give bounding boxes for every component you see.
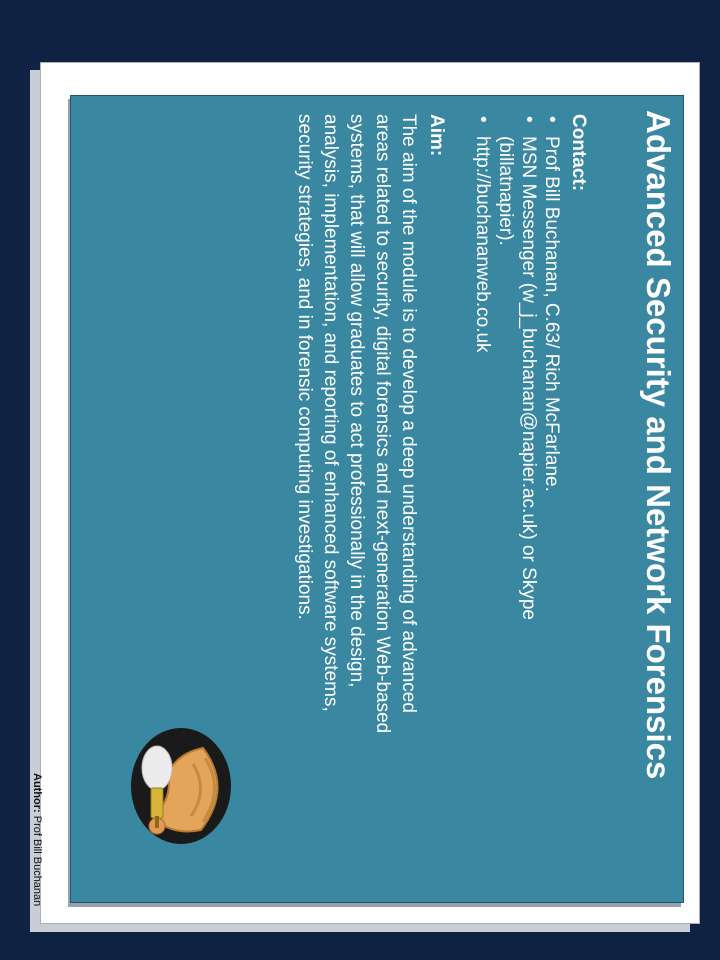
contact-item-name: • Prof Bill Buchanan, C.63/ Rich McFarlane. <box>540 114 563 684</box>
aim-heading: Aim: <box>426 114 447 157</box>
content-panel <box>70 95 684 903</box>
contact-list <box>471 114 563 684</box>
aim-text: The aim of the module is to develop a deep understanding of advanced areas related to security, digital forensics and next-generation Web-based systems, that will allow graduates to act professionally in the design, analysis, implementation, and reporting of enhanced software systems, security strategies, and in forensic computing investigations. <box>294 114 419 734</box>
contact-heading: Contact: <box>568 114 589 192</box>
slide-title: Advanced Security and Network Forensics <box>640 110 677 780</box>
rotated-slide-content <box>71 96 683 902</box>
author-label: Author: <box>31 773 43 813</box>
bread-and-cheese-icon <box>123 718 243 848</box>
contact-item-website: • http://buchananweb.co.uk <box>471 114 494 684</box>
contact-item-messenger: • MSN Messenger (w_j_buchanan@napier.ac.uk) or Skype (billatnapier). <box>494 114 540 684</box>
author-name: Prof Bill Buchanan <box>31 815 43 907</box>
